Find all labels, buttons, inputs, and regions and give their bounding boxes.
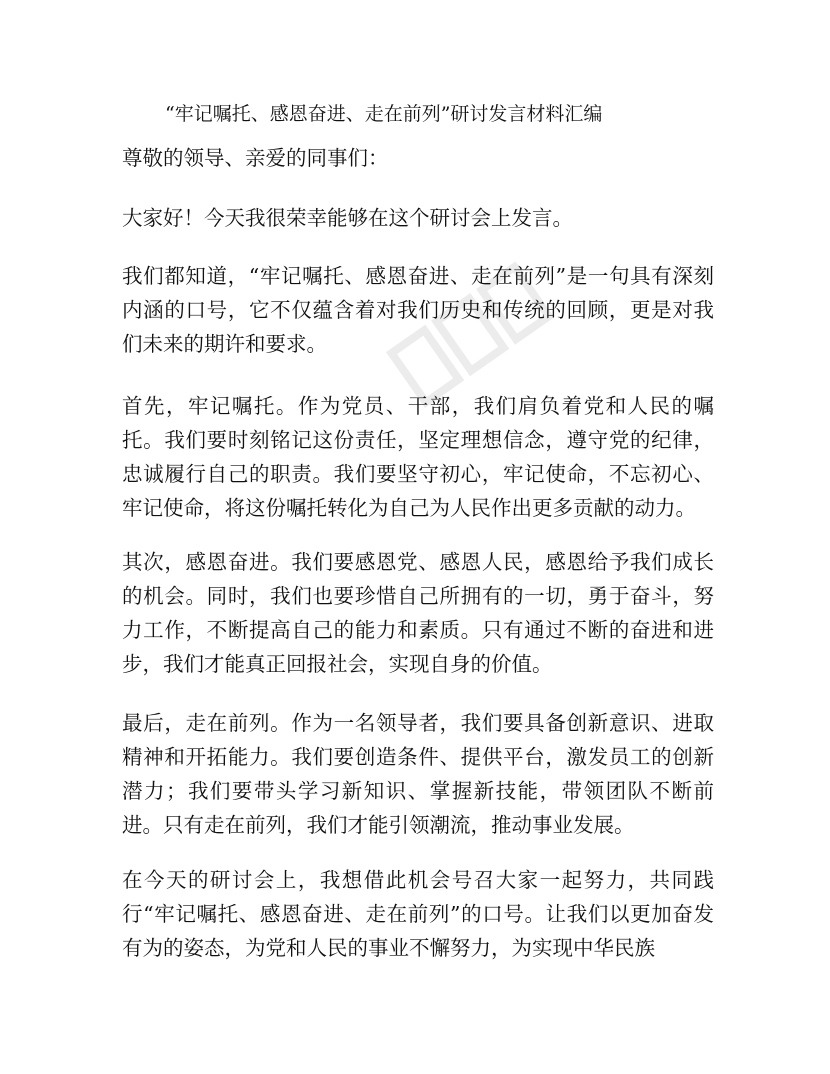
salutation: 尊敬的领导、亲爱的同事们： — [122, 146, 389, 170]
paragraph-first-point: 首先，牢记嘱托。作为党员、干部，我们肩负着党和人民的嘱托。我们要时刻铭记这份责任，坚定理想信念，遵守党的纪律，忠诚履行自己的职责。我们要坚守初心，牢记使命，不忘初心、牢记使命，将这份嘱托转化为自己为人民作出更多贡献的动力。 — [122, 394, 714, 520]
paragraph-intro: 我们都知道，“牢记嘱托、感恩奋进、走在前列”是一句具有深刻内涵的口号，它不仅蕴含着对我们历史和传统的回顾，更是对我们未来的期许和要求。 — [122, 264, 714, 356]
document-title: “牢记嘱托、感恩奋进、走在前列”研讨发言材料汇编 — [165, 103, 603, 125]
paragraph-greeting: 大家好！今天我很荣幸能够在这个研讨会上发言。 — [122, 206, 573, 230]
paragraph-third-point: 最后，走在前列。作为一名领导者，我们要具备创新意识、进取精神和开拓能力。我们要创造条件、提供平台，激发员工的创新潜力；我们要带头学习新知识、掌握新技能，带领团队不断前进。只有走在前列，我们才能引领潮流，推动事业发展。 — [122, 711, 714, 837]
paragraph-closing: 在今天的研讨会上，我想借此机会号召大家一起努力，共同践行“牢记嘱托、感恩奋进、走在前列”的口号。让我们以更加奋发有为的姿态，为党和人民的事业不懈努力，为实现中华民族 — [122, 868, 714, 960]
paragraph-second-point: 其次，感恩奋进。我们要感恩党、感恩人民，感恩给予我们成长的机会。同时，我们也要珍惜自己所拥有的一切，勇于奋斗，努力工作，不断提高自己的能力和素质。只有通过不断的奋进和进步，我们才能真正回报社会，实现自身的价值。 — [122, 550, 714, 676]
